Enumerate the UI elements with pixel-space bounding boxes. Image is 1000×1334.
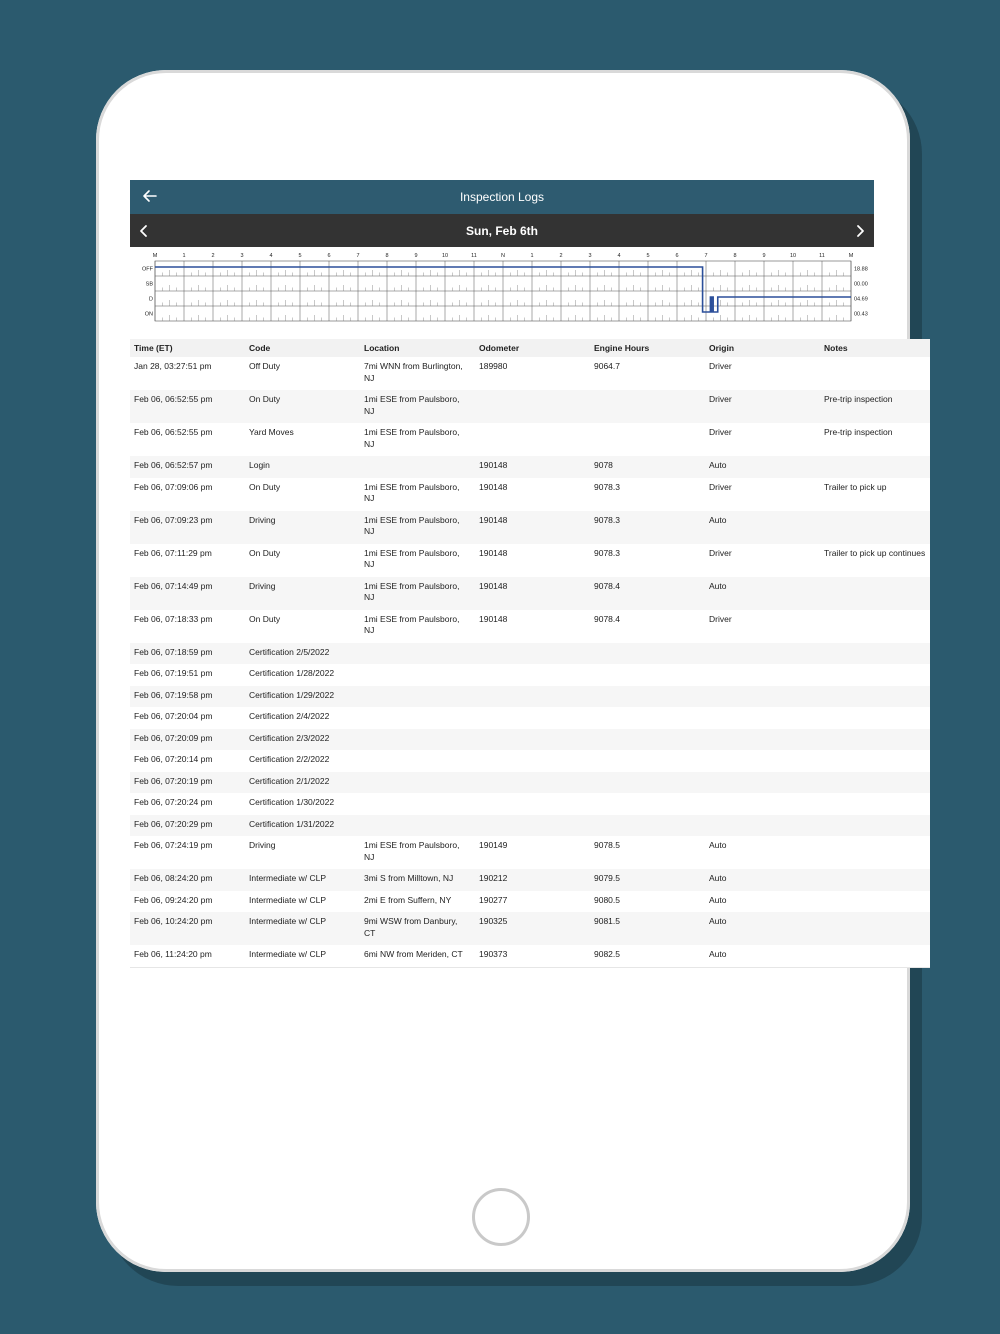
notes-cell (820, 869, 930, 891)
hour-label: 8 (733, 253, 737, 259)
notes-cell (820, 357, 930, 390)
location-cell (360, 772, 475, 794)
origin-cell (705, 750, 820, 772)
status-total: 00.00 (854, 281, 868, 288)
notes-cell (820, 511, 930, 544)
code-cell: On Duty (245, 610, 360, 643)
code-cell: Login (245, 456, 360, 478)
time-cell: Feb 06, 10:24:20 pm (130, 912, 245, 945)
engine-hours-cell: 9078.5 (590, 836, 705, 869)
code-cell: Certification 2/2/2022 (245, 750, 360, 772)
hour-label: 10 (441, 253, 449, 259)
engine-hours-cell (590, 664, 705, 686)
code-cell: Intermediate w/ CLP (245, 912, 360, 945)
engine-hours-cell: 9082.5 (590, 945, 705, 967)
notes-cell: Trailer to pick up continues (820, 544, 930, 577)
location-cell: 1mi ESE from Paulsboro, NJ (360, 511, 475, 544)
engine-hours-cell: 9078.3 (590, 478, 705, 511)
location-cell (360, 815, 475, 837)
location-cell: 1mi ESE from Paulsboro, NJ (360, 544, 475, 577)
status-label: SB (145, 281, 153, 288)
engine-hours-cell: 9078 (590, 456, 705, 478)
engine-hours-cell: 9064.7 (590, 357, 705, 390)
home-button[interactable] (472, 1188, 530, 1246)
hour-label: 4 (269, 253, 273, 259)
origin-cell (705, 707, 820, 729)
notes-cell (820, 912, 930, 945)
table-row[interactable] (130, 357, 930, 390)
origin-cell: Driver (705, 423, 820, 456)
time-cell: Feb 06, 07:20:19 pm (130, 772, 245, 794)
notes-cell (820, 945, 930, 967)
engine-hours-cell (590, 707, 705, 729)
hour-label: 1 (182, 253, 186, 259)
table-row[interactable] (130, 891, 930, 913)
table-row[interactable] (130, 686, 930, 708)
column-header: Time (ET) (130, 339, 245, 357)
location-cell: 6mi NW from Meriden, CT (360, 945, 475, 967)
odometer-cell: 190148 (475, 544, 590, 577)
origin-cell (705, 686, 820, 708)
time-cell: Feb 06, 07:11:29 pm (130, 544, 245, 577)
engine-hours-cell: 9078.3 (590, 544, 705, 577)
chevron-left-icon[interactable] (136, 222, 152, 240)
hour-label: 5 (298, 253, 302, 259)
code-cell: Certification 1/28/2022 (245, 664, 360, 686)
engine-hours-cell (590, 750, 705, 772)
code-cell: Certification 1/29/2022 (245, 686, 360, 708)
table-row[interactable] (130, 577, 930, 610)
table-row[interactable] (130, 390, 930, 423)
engine-hours-cell (590, 793, 705, 815)
odometer-cell (475, 390, 590, 423)
time-cell: Feb 06, 07:18:59 pm (130, 643, 245, 665)
location-cell: 3mi S from Milltown, NJ (360, 869, 475, 891)
time-cell: Feb 06, 07:20:04 pm (130, 707, 245, 729)
code-cell: Intermediate w/ CLP (245, 945, 360, 967)
time-cell: Feb 06, 07:20:29 pm (130, 815, 245, 837)
origin-cell: Auto (705, 456, 820, 478)
notes-cell (820, 686, 930, 708)
code-cell: Certification 1/30/2022 (245, 793, 360, 815)
engine-hours-cell: 9079.5 (590, 869, 705, 891)
location-cell: 1mi ESE from Paulsboro, NJ (360, 836, 475, 869)
notes-cell (820, 577, 930, 610)
notes-cell (820, 836, 930, 869)
location-cell (360, 793, 475, 815)
time-cell: Feb 06, 06:52:55 pm (130, 423, 245, 456)
notes-cell: Pre-trip inspection (820, 390, 930, 423)
time-cell: Feb 06, 07:19:51 pm (130, 664, 245, 686)
table-row[interactable] (130, 729, 930, 751)
origin-cell (705, 643, 820, 665)
code-cell: Certification 1/31/2022 (245, 815, 360, 837)
time-cell: Feb 06, 06:52:57 pm (130, 456, 245, 478)
odometer-cell (475, 686, 590, 708)
hour-label: 3 (240, 253, 244, 259)
engine-hours-cell (590, 729, 705, 751)
table-row[interactable] (130, 793, 930, 815)
duty-status-graph (130, 247, 874, 327)
code-cell: On Duty (245, 544, 360, 577)
notes-cell (820, 643, 930, 665)
hour-label: 3 (588, 253, 592, 259)
notes-cell: Trailer to pick up (820, 478, 930, 511)
location-cell: 1mi ESE from Paulsboro, NJ (360, 390, 475, 423)
back-arrow-icon[interactable] (140, 186, 160, 206)
location-cell (360, 643, 475, 665)
origin-cell: Auto (705, 836, 820, 869)
odometer-cell: 190148 (475, 456, 590, 478)
location-cell: 9mi WSW from Danbury, CT (360, 912, 475, 945)
table-row[interactable] (130, 750, 930, 772)
time-cell: Jan 28, 03:27:51 pm (130, 357, 245, 390)
code-cell: On Duty (245, 478, 360, 511)
engine-hours-cell (590, 772, 705, 794)
page-title: Inspection Logs (459, 190, 545, 204)
hour-label: 6 (675, 253, 679, 259)
origin-cell: Auto (705, 577, 820, 610)
origin-cell (705, 772, 820, 794)
time-cell: Feb 06, 07:20:14 pm (130, 750, 245, 772)
date-navigator (130, 214, 874, 247)
time-cell: Feb 06, 07:09:06 pm (130, 478, 245, 511)
notes-cell (820, 610, 930, 643)
origin-cell: Auto (705, 511, 820, 544)
notes-cell (820, 729, 930, 751)
notes-cell: Pre-trip inspection (820, 423, 930, 456)
engine-hours-cell (590, 686, 705, 708)
time-cell: Feb 06, 06:52:55 pm (130, 390, 245, 423)
location-cell (360, 750, 475, 772)
notes-cell (820, 750, 930, 772)
engine-hours-cell (590, 643, 705, 665)
origin-cell: Auto (705, 912, 820, 945)
table-row[interactable] (130, 707, 930, 729)
hour-label: 7 (356, 253, 360, 259)
odometer-cell (475, 815, 590, 837)
location-cell: 7mi WNN from Burlington, NJ (360, 357, 475, 390)
hour-label: 6 (327, 253, 331, 259)
column-header: Origin (705, 339, 820, 357)
engine-hours-cell: 9078.4 (590, 577, 705, 610)
hour-label: 2 (211, 253, 215, 259)
time-cell: Feb 06, 07:19:58 pm (130, 686, 245, 708)
hour-label: 9 (414, 253, 418, 259)
hour-label: 4 (617, 253, 621, 259)
engine-hours-cell: 9078.4 (590, 610, 705, 643)
duty-status-grid (130, 247, 874, 327)
code-cell: Certification 2/4/2022 (245, 707, 360, 729)
odometer-cell: 190325 (475, 912, 590, 945)
hour-label: 11 (819, 253, 825, 259)
table-row[interactable] (130, 478, 930, 511)
code-cell: Yard Moves (245, 423, 360, 456)
table-row[interactable] (130, 664, 930, 686)
time-cell: Feb 06, 09:24:20 pm (130, 891, 245, 913)
table-row[interactable] (130, 836, 930, 869)
notes-cell (820, 772, 930, 794)
engine-hours-cell (590, 423, 705, 456)
location-cell (360, 729, 475, 751)
hour-label: 11 (471, 253, 477, 259)
status-total: 04.69 (854, 296, 868, 303)
engine-hours-cell: 9080.5 (590, 891, 705, 913)
code-cell: Driving (245, 511, 360, 544)
hour-label: 7 (704, 253, 708, 259)
engine-hours-cell: 9078.3 (590, 511, 705, 544)
code-cell: Intermediate w/ CLP (245, 891, 360, 913)
odometer-cell: 190148 (475, 577, 590, 610)
hour-label: 1 (530, 253, 534, 259)
location-cell: 1mi ESE from Paulsboro, NJ (360, 610, 475, 643)
hour-label: 5 (646, 253, 650, 259)
code-cell: Intermediate w/ CLP (245, 869, 360, 891)
origin-cell: Driver (705, 478, 820, 511)
origin-cell: Auto (705, 869, 820, 891)
status-label: ON (144, 311, 153, 318)
odometer-cell: 190148 (475, 610, 590, 643)
table-header-row (130, 339, 930, 357)
engine-hours-cell (590, 390, 705, 423)
hour-label: 2 (559, 253, 563, 259)
column-header: Odometer (475, 339, 590, 357)
time-cell: Feb 06, 07:20:24 pm (130, 793, 245, 815)
location-cell: 1mi ESE from Paulsboro, NJ (360, 478, 475, 511)
table-row[interactable] (130, 544, 930, 577)
table-row[interactable] (130, 815, 930, 837)
location-cell: 2mi E from Suffern, NY (360, 891, 475, 913)
code-cell: Driving (245, 836, 360, 869)
origin-cell (705, 664, 820, 686)
origin-cell: Driver (705, 610, 820, 643)
origin-cell (705, 729, 820, 751)
hour-label: M (152, 253, 158, 259)
table-row[interactable] (130, 456, 930, 478)
code-cell: Driving (245, 577, 360, 610)
engine-hours-cell (590, 815, 705, 837)
odometer-cell: 190149 (475, 836, 590, 869)
odometer-cell (475, 793, 590, 815)
time-cell: Feb 06, 11:24:20 pm (130, 945, 245, 967)
location-cell (360, 707, 475, 729)
odometer-cell: 190277 (475, 891, 590, 913)
time-cell: Feb 06, 07:20:09 pm (130, 729, 245, 751)
hour-label: 10 (789, 253, 797, 259)
column-header: Notes (820, 339, 930, 357)
odometer-cell (475, 750, 590, 772)
location-cell: 1mi ESE from Paulsboro, NJ (360, 577, 475, 610)
column-header: Code (245, 339, 360, 357)
status-total: 18.88 (854, 266, 868, 273)
code-cell: On Duty (245, 390, 360, 423)
table-row[interactable] (130, 610, 930, 643)
app-screen (130, 180, 926, 968)
location-cell: 1mi ESE from Paulsboro, NJ (360, 423, 475, 456)
origin-cell: Driver (705, 357, 820, 390)
notes-cell (820, 793, 930, 815)
notes-cell (820, 456, 930, 478)
origin-cell: Auto (705, 891, 820, 913)
engine-hours-cell: 9081.5 (590, 912, 705, 945)
code-cell: Off Duty (245, 357, 360, 390)
notes-cell (820, 815, 930, 837)
odometer-cell: 189980 (475, 357, 590, 390)
odometer-cell: 190148 (475, 511, 590, 544)
odometer-cell (475, 643, 590, 665)
location-cell (360, 686, 475, 708)
column-header: Location (360, 339, 475, 357)
odometer-cell (475, 772, 590, 794)
origin-cell (705, 815, 820, 837)
origin-cell (705, 793, 820, 815)
notes-cell (820, 707, 930, 729)
current-date: Sun, Feb 6th (466, 223, 538, 238)
table-row[interactable] (130, 912, 930, 945)
table-row[interactable] (130, 945, 930, 967)
table-row[interactable] (130, 869, 930, 891)
status-total: 00.43 (854, 311, 868, 318)
odometer-cell (475, 664, 590, 686)
code-cell: Certification 2/1/2022 (245, 772, 360, 794)
hour-label: N (501, 253, 505, 259)
origin-cell: Driver (705, 390, 820, 423)
table-row[interactable] (130, 772, 930, 794)
origin-cell: Auto (705, 945, 820, 967)
odometer-cell: 190373 (475, 945, 590, 967)
status-label: D (149, 296, 153, 303)
code-cell: Certification 2/3/2022 (245, 729, 360, 751)
time-cell: Feb 06, 07:14:49 pm (130, 577, 245, 610)
logs-table (130, 339, 930, 968)
notes-cell (820, 891, 930, 913)
table-row[interactable] (130, 511, 930, 544)
time-cell: Feb 06, 07:24:19 pm (130, 836, 245, 869)
table-row[interactable] (130, 643, 930, 665)
location-cell (360, 664, 475, 686)
odometer-cell: 190212 (475, 869, 590, 891)
hour-label: M (848, 253, 854, 259)
location-cell (360, 456, 475, 478)
status-label: OFF (142, 266, 153, 273)
table-row[interactable] (130, 423, 930, 456)
time-cell: Feb 06, 07:18:33 pm (130, 610, 245, 643)
origin-cell: Driver (705, 544, 820, 577)
column-header: Engine Hours (590, 339, 705, 357)
hour-label: 9 (762, 253, 766, 259)
hour-label: 8 (385, 253, 389, 259)
app-header (130, 180, 874, 214)
table-body (130, 357, 930, 967)
code-cell: Certification 2/5/2022 (245, 643, 360, 665)
odometer-cell (475, 729, 590, 751)
odometer-cell: 190148 (475, 478, 590, 511)
odometer-cell (475, 707, 590, 729)
odometer-cell (475, 423, 590, 456)
time-cell: Feb 06, 07:09:23 pm (130, 511, 245, 544)
chevron-right-icon[interactable] (852, 222, 868, 240)
notes-cell (820, 664, 930, 686)
time-cell: Feb 06, 08:24:20 pm (130, 869, 245, 891)
